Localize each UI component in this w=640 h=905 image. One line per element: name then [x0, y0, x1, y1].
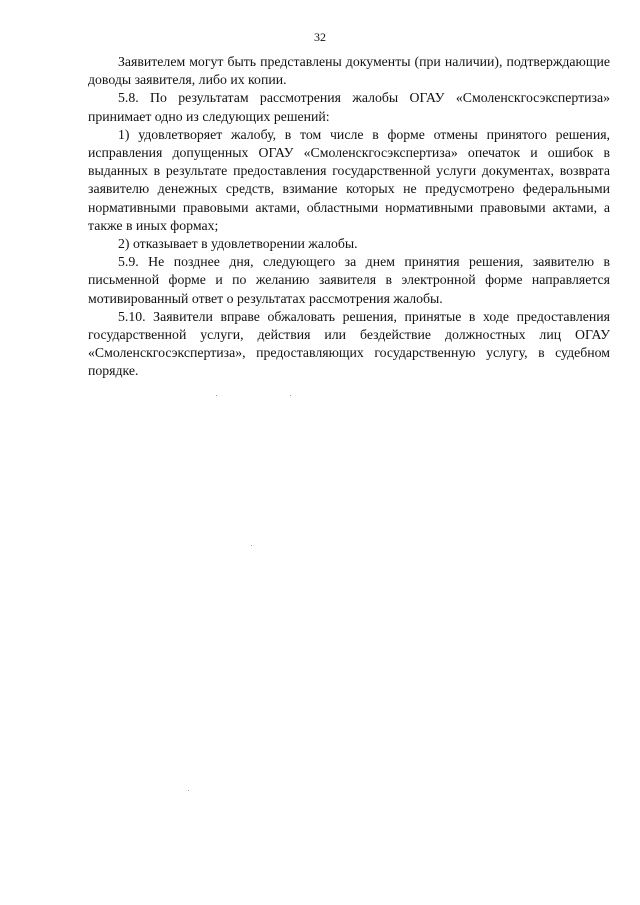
- paragraph-decision-1: 1) удовлетворяет жалобу, в том числе в форме отмены принятого решения, исправления допущенных ОГАУ «Смоленскгосэкспертиза» опечаток и ошибок в выданных в результате предоставления государственной услуги документах, возврата заявителю денежных средств, взимание которых не предусмотрено федеральными нормативными правовыми актами, областными нормативными правовыми актами, а также в иных формах;: [88, 126, 610, 233]
- paragraph-5-10: 5.10. Заявители вправе обжаловать решения, принятые в ходе предоставления государственной услуги, действия или бездействие должностных лиц ОГАУ «Смоленскгосэкспертиза», предоставляющих государственную услугу, в судебном порядке.: [88, 308, 610, 379]
- paragraph-applicant-documents: Заявителем могут быть представлены документы (при наличии), подтверждающие доводы заявителя, либо их копии.: [88, 54, 610, 88]
- scan-speck: [188, 790, 189, 791]
- document-body: [88, 53, 610, 381]
- paragraph-decision-2: 2) отказывает в удовлетворении жалобы.: [118, 236, 358, 252]
- page-number: 32: [314, 30, 326, 44]
- scan-speck: [216, 395, 217, 396]
- paragraph-5-9: 5.9. Не позднее дня, следующего за днем принятия решения, заявителю в письменной форме и по желанию заявителя в электронной форме направляется мотивированный ответ о результатах рассмотрения жалобы.: [88, 254, 610, 306]
- scan-speck: [290, 395, 291, 396]
- scan-speck: [251, 545, 252, 546]
- paragraph-5-8: 5.8. По результатам рассмотрения жалобы ОГАУ «Смоленскгосэкспертиза» принимает одно из следующих решений:: [88, 90, 610, 124]
